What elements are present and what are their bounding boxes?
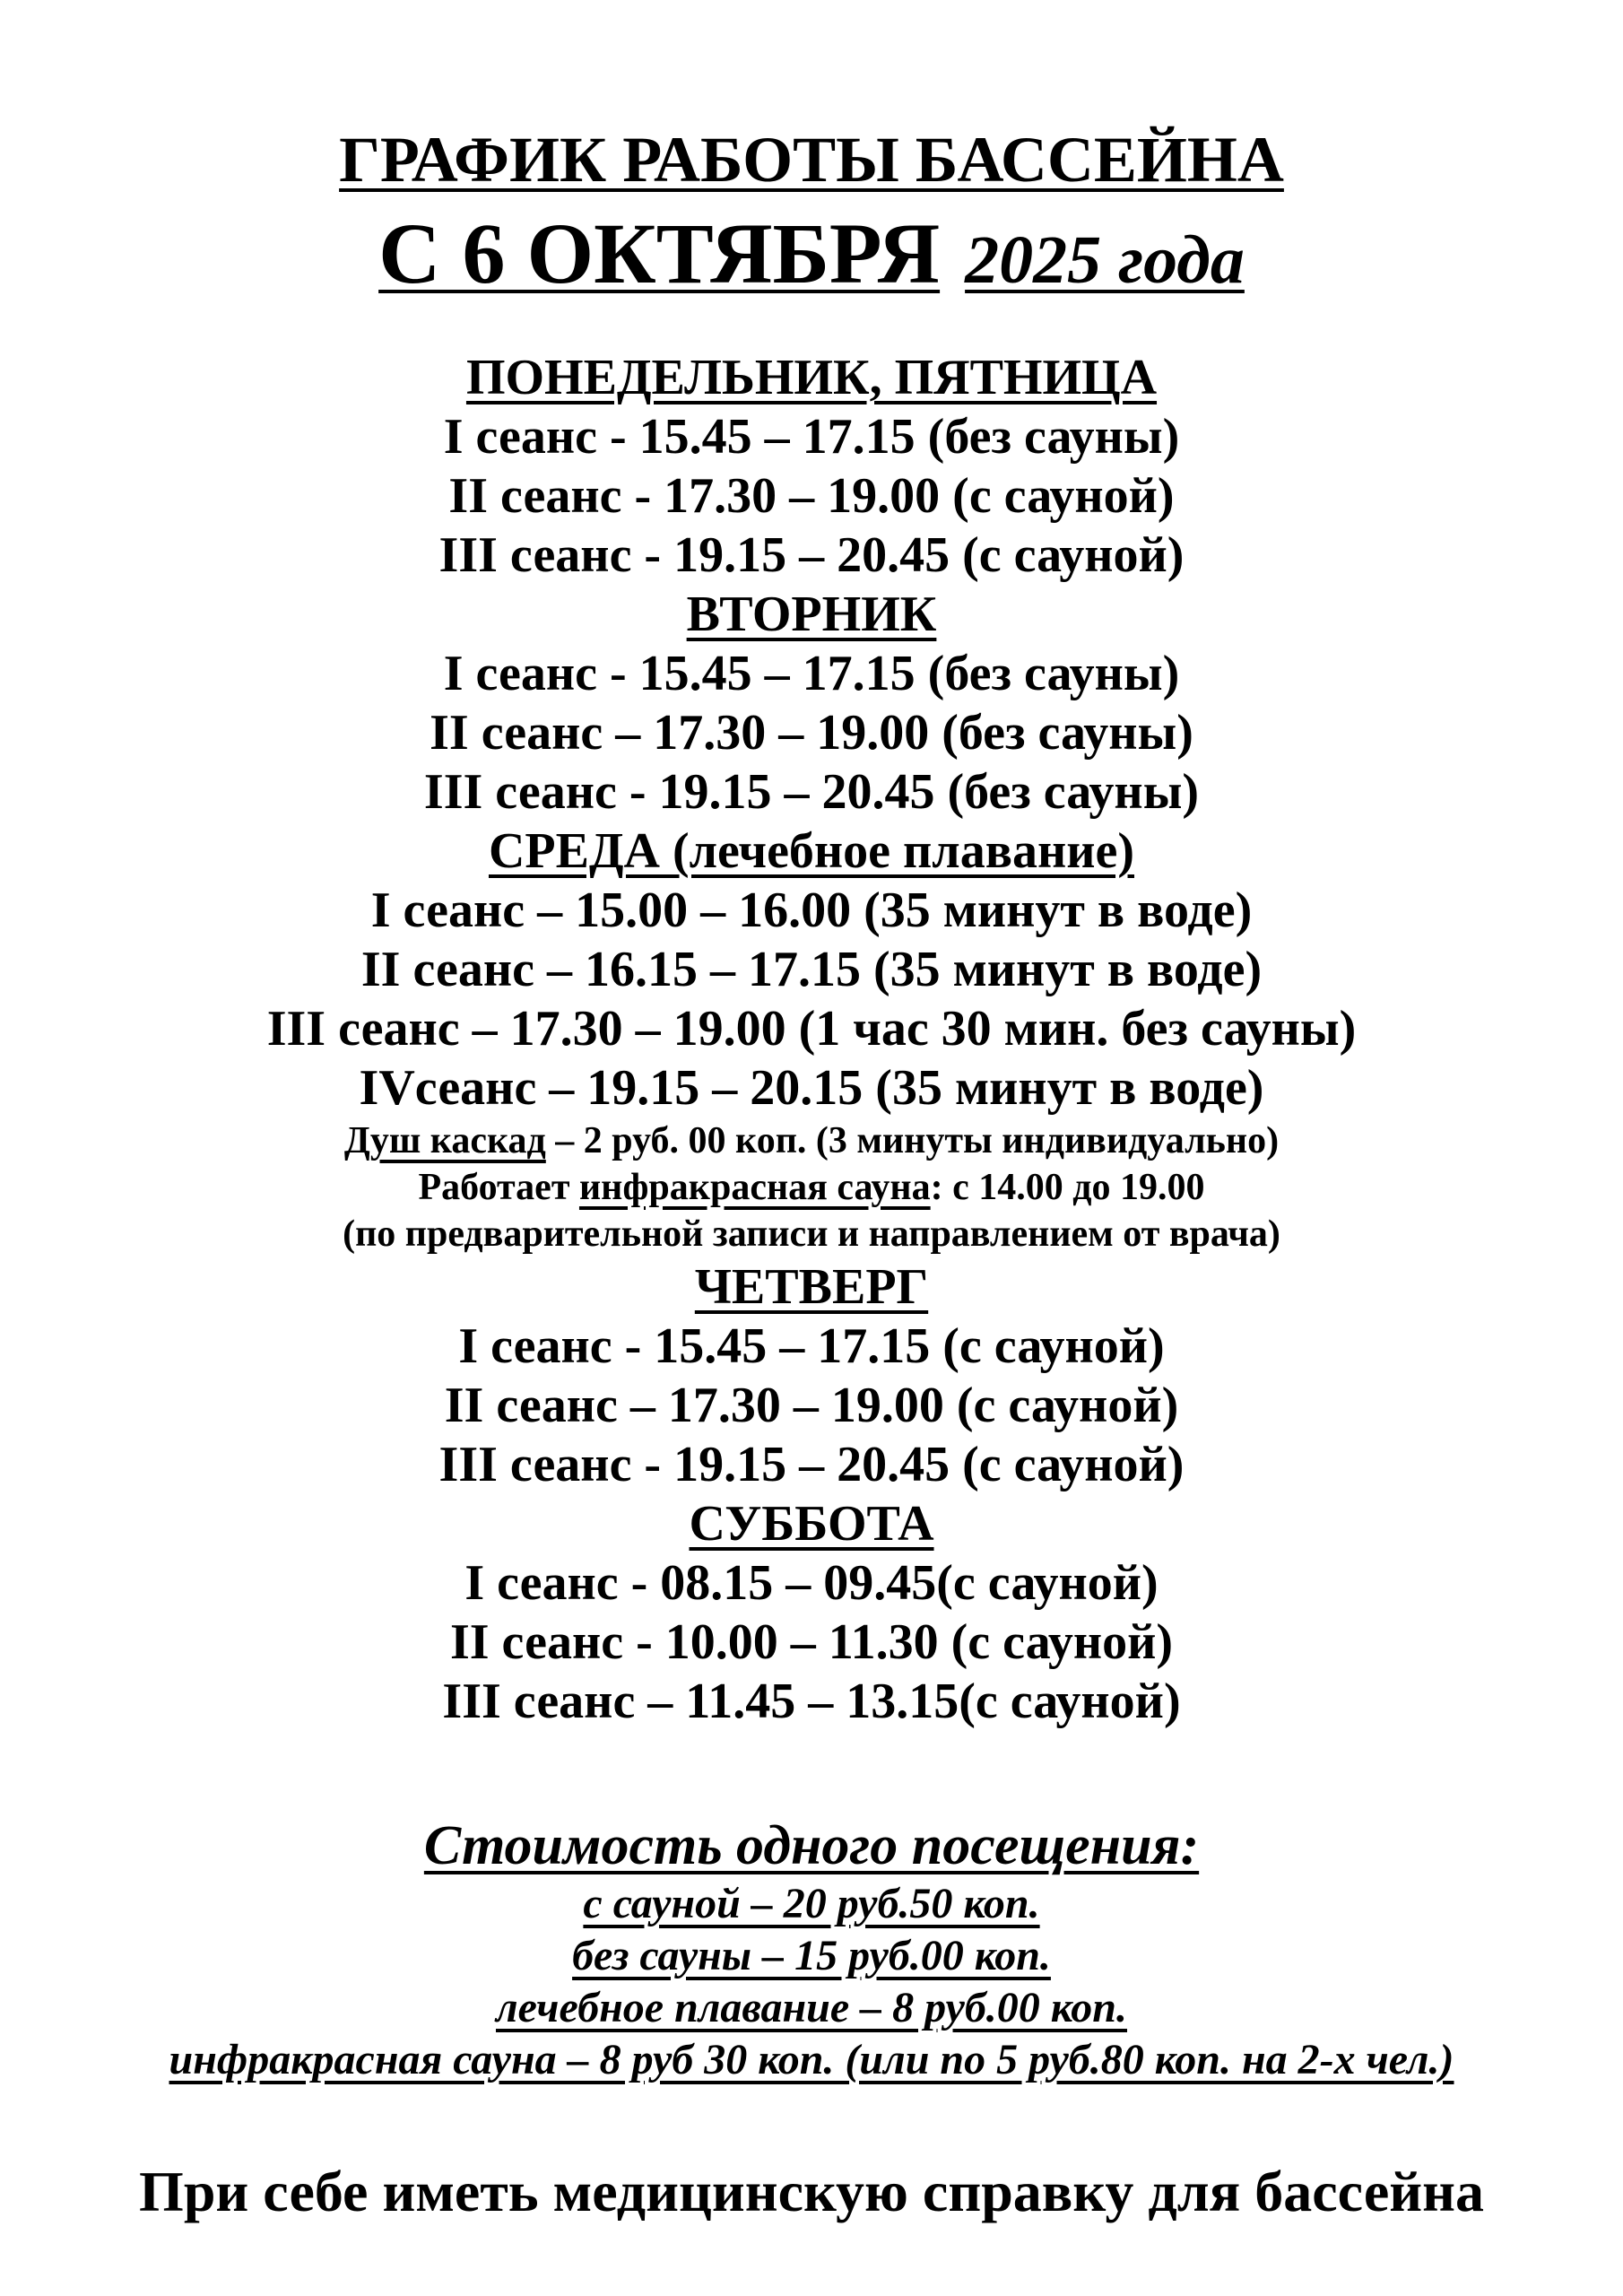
effective-date-main: С 6 ОКТЯБРЯ <box>378 205 941 301</box>
price-row: без сауны – 15 руб.00 коп. <box>572 1932 1051 1979</box>
session-line: IVсеанс – 19.15 – 20.15 (35 минут в воде) <box>359 1060 1264 1116</box>
price-section <box>0 1813 1623 2086</box>
session-line: I сеанс – 15.00 – 16.00 (35 минут в воде) <box>370 883 1253 938</box>
schedule <box>0 348 1623 1731</box>
session-line: I сеанс - 15.45 – 17.15 (без сауны) <box>443 646 1180 701</box>
effective-date-text <box>378 205 1245 301</box>
ir-sauna-note: (по предварительной записи и направлением от врача) <box>343 1213 1280 1255</box>
page-title-text: ГРАФИК РАБОТЫ БАССЕЙНА <box>339 124 1284 196</box>
session-line: II сеанс – 16.15 – 17.15 (35 минут в воде) <box>360 942 1263 997</box>
price-row: лечебное плавание – 8 руб.00 коп. <box>496 1984 1127 2031</box>
shower-info <box>0 1118 1623 1164</box>
day-heading-sat: СУББОТА <box>689 1496 934 1552</box>
day-heading-mon-fri: ПОНЕДЕЛЬНИК, ПЯТНИЦА <box>465 350 1158 405</box>
medical-certificate-note: При себе иметь медицинскую справку для бассейна <box>139 2160 1484 2223</box>
effective-date <box>0 204 1623 309</box>
session-line: III сеанс - 19.15 – 20.45 (с сауной) <box>438 1437 1185 1492</box>
session-line: III сеанс - 19.15 – 20.45 (без сауны) <box>423 764 1200 820</box>
day-heading-tue: ВТОРНИК <box>686 587 937 642</box>
day-heading-wed: СРЕДА (лечебное плавание) <box>488 823 1134 879</box>
price-row: с сауной – 20 руб.50 коп. <box>583 1880 1040 1927</box>
shower-label: Душ каскад <box>343 1120 546 1161</box>
session-line: III сеанс – 17.30 – 19.00 (1 час 30 мин. без сауны) <box>266 1001 1357 1057</box>
session-line: II сеанс – 17.30 – 19.00 (без сауны) <box>430 705 1193 761</box>
day-heading-thu: ЧЕТВЕРГ <box>694 1259 929 1315</box>
session-line: III сеанс – 11.45 – 13.15(с сауной) <box>442 1674 1181 1729</box>
session-line: III сеанс - 19.15 – 20.45 (с сауной) <box>438 527 1185 583</box>
session-line: I сеанс - 15.45 – 17.15 (с сауной) <box>458 1318 1165 1374</box>
session-line: II сеанс - 10.00 – 11.30 (с сауной) <box>449 1614 1174 1670</box>
session-line: I сеанс - 15.45 – 17.15 (без сауны) <box>443 409 1180 465</box>
page-title <box>0 124 1623 196</box>
ir-sauna-info: Работает инфракрасная сауна: с 14.00 до 19.00 <box>418 1167 1205 1208</box>
session-line: II сеанс – 17.30 – 19.00 (с сауной) <box>444 1378 1179 1433</box>
session-line: II сеанс - 17.30 – 19.00 (с сауной) <box>448 468 1175 524</box>
session-line: I сеанс - 08.15 – 09.45(с сауной) <box>464 1555 1159 1611</box>
shower-text: – 2 руб. 00 коп. (3 минуты индивидуально) <box>545 1120 1280 1161</box>
effective-date-year: 2025 года <box>965 222 1245 298</box>
price-row: инфракрасная сауна – 8 руб 30 коп. (или по 5 руб.80 коп. на 2-х чел.) <box>169 2036 1454 2083</box>
ir-sauna-label: инфракрасная сауна <box>578 1167 931 1208</box>
price-heading: Стоимость одного посещения: <box>423 1815 1200 1876</box>
